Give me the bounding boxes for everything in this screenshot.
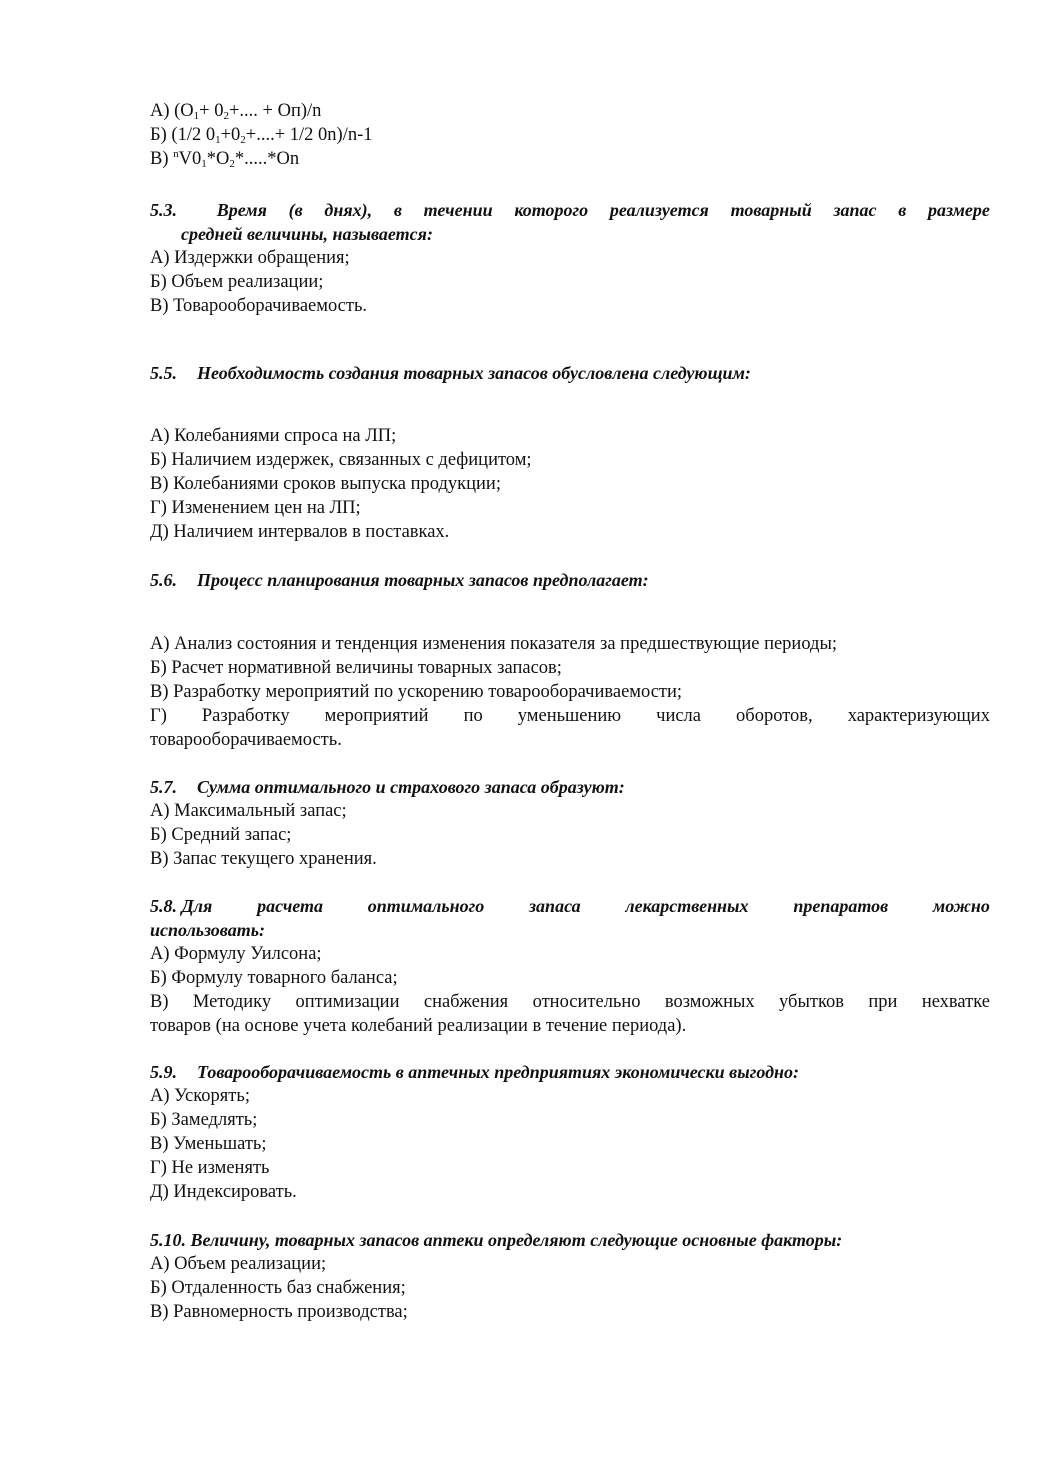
option-item: Г) Изменением цен на ЛП;	[150, 498, 361, 518]
formula-option-a: А) ($O_1+ 0_2+$.... + Oп)/n	[150, 101, 322, 122]
option-item: А) Формулу Уилсона;	[150, 944, 322, 964]
option-item: Б) Расчет нормативной величины товарных запасов;	[150, 658, 562, 678]
question-5-7-heading: 5.7. Сумма оптимального и страхового запаса образуют:	[150, 777, 625, 797]
formula-option-c: В) $^nV0_1*O_2*.....*On$	[150, 148, 300, 170]
question-5-3-heading-cont: средней величины, называется:	[181, 224, 433, 244]
question-number: 5.7.	[150, 777, 177, 797]
question-number: 5.5.	[150, 363, 177, 383]
option-item: Г) Не изменять	[150, 1158, 270, 1178]
option-item: Г) Разработку мероприятий по уменьшению числа оборотов, характеризующих	[150, 706, 990, 726]
option-item: А) Объем реализации;	[150, 1254, 327, 1274]
question-5-9-heading: 5.9. Товарооборачиваемость в аптечных предприятиях экономически выгодно:	[150, 1062, 800, 1082]
option-item-cont: товарооборачиваемость.	[150, 730, 342, 750]
option-item: А) Колебаниями спроса на ЛП;	[150, 426, 397, 446]
option-item: А) Издержки обращения;	[150, 248, 350, 268]
option-item: А) Ускорять;	[150, 1086, 250, 1106]
question-number: 5.9.	[150, 1062, 177, 1082]
option-item: В) Запас текущего хранения.	[150, 849, 377, 869]
question-5-3-heading: 5.3. Время (в днях), в течении которого реализуется товарный запас в размере	[150, 200, 990, 220]
option-item: Б) Объем реализации;	[150, 272, 324, 292]
option-item: В) Колебаниями сроков выпуска продукции;	[150, 474, 501, 494]
question-5-8-heading-cont: использовать:	[150, 920, 265, 940]
option-item: В) Уменьшать;	[150, 1134, 267, 1154]
question-5-6-heading: 5.6. Процесс планирования товарных запасов предполагает:	[150, 570, 649, 590]
question-number: 5.3.	[150, 200, 177, 220]
option-item: Б) Наличием издержек, связанных с дефицитом;	[150, 450, 532, 470]
option-item: А) Максимальный запас;	[150, 801, 347, 821]
option-item-cont: товаров (на основе учета колебаний реализации в течение периода).	[150, 1016, 687, 1036]
option-item: Б) Средний запас;	[150, 825, 292, 845]
option-item: В) Равномерность производства;	[150, 1302, 408, 1322]
option-item: В) Товарооборачиваемость.	[150, 296, 368, 316]
option-item: Д) Индексировать.	[150, 1182, 297, 1202]
formula-option-b: Б) (1/2 $0_1+0_2+....+ 1/2$ 0n)/n-1	[150, 125, 373, 146]
option-item: В) Разработку мероприятий по ускорению товарооборачиваемости;	[150, 682, 683, 702]
question-number: 5.6.	[150, 570, 177, 590]
option-item: Б) Отдаленность баз снабжения;	[150, 1278, 406, 1298]
option-item: Б) Замедлять;	[150, 1110, 258, 1130]
option-item: Д) Наличием интервалов в поставках.	[150, 522, 450, 542]
question-5-10-heading: 5.10. Величину, товарных запасов аптеки определяют следующие основные факторы:	[150, 1230, 843, 1250]
option-item: А) Анализ состояния и тенденция изменения показателя за предшествующие периоды;	[150, 634, 838, 654]
option-item: В) Методику оптимизации снабжения относительно возможных убытков при нехватке	[150, 992, 990, 1012]
question-5-8-heading: 5.8. Для расчета оптимального запаса лекарственных препаратов можно	[150, 896, 990, 916]
question-5-5-heading: 5.5. Необходимость создания товарных запасов обусловлена следующим:	[150, 363, 751, 383]
option-item: Б) Формулу товарного баланса;	[150, 968, 398, 988]
